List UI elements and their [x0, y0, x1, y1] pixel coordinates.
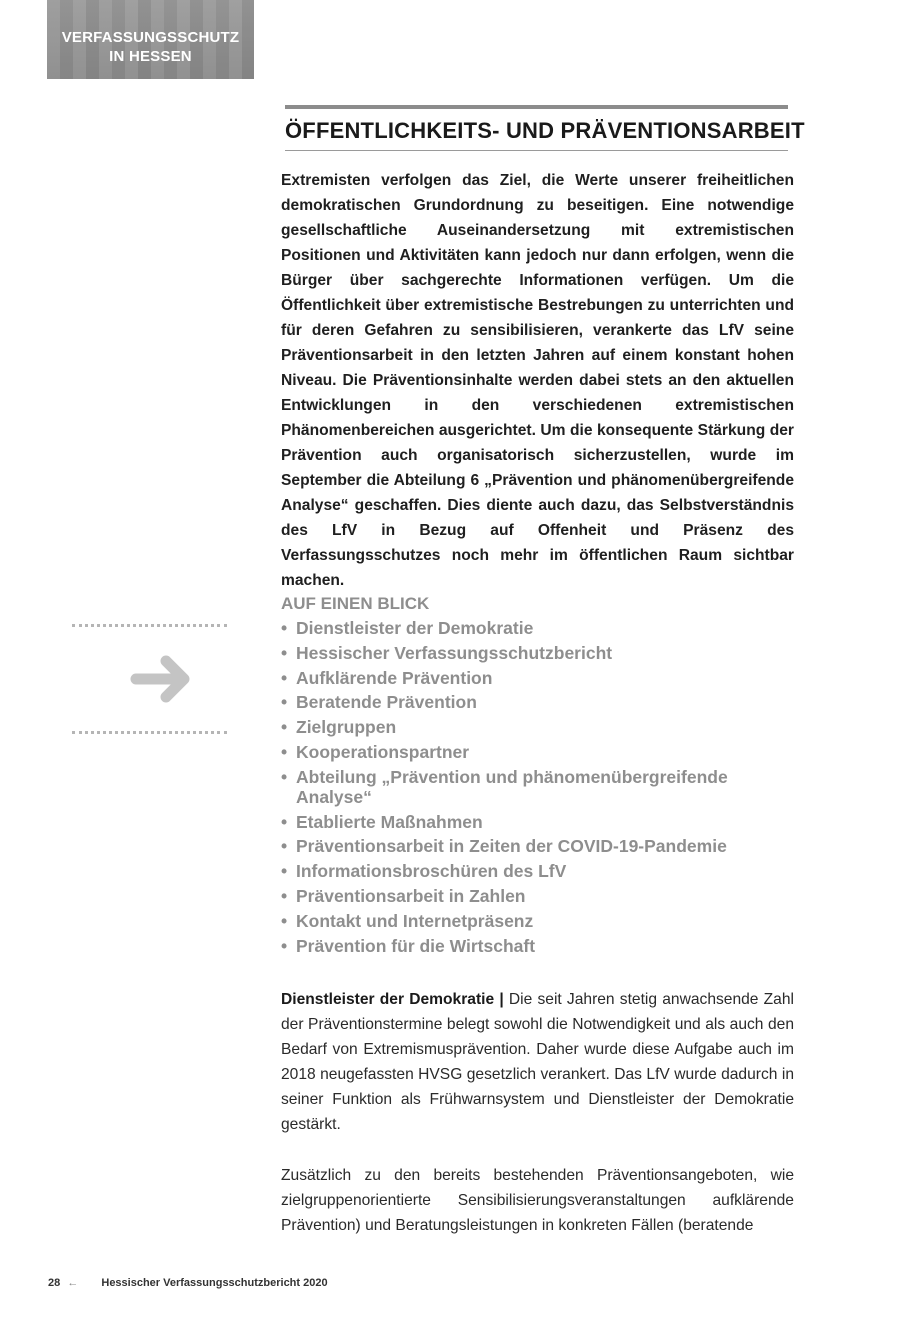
paragraph-text: Zusätzlich zu den bereits bestehenden Präventionsangeboten, wie zielgruppenorientierte Sensibilisierungsveranstaltungen aufklärende Prävention) und Beratungsleistungen in konkreten Fällen (beratende [281, 1167, 794, 1234]
list-item[interactable]: • Präventionsarbeit in Zeiten der COVID-19-Pandemie [281, 836, 801, 856]
at-a-glance-heading: AUF EINEN BLICK [281, 594, 430, 613]
badge-line-2: IN HESSEN [109, 48, 192, 65]
dotted-divider-top [72, 624, 227, 627]
list-item[interactable]: • Hessischer Verfassungsschutzbericht [281, 643, 801, 663]
paragraph-lead-in: Dienstleister der Demokratie | [281, 991, 504, 1008]
list-item[interactable]: • Informationsbroschüren des LfV [281, 861, 801, 881]
page-footer [48, 1277, 328, 1289]
list-item[interactable]: • Dienstleister der Demokratie [281, 618, 801, 638]
list-item[interactable]: • Zielgruppen [281, 717, 801, 737]
at-a-glance-box [281, 593, 801, 960]
back-arrow-icon[interactable]: ← [67, 1277, 79, 1289]
body-paragraph-2 [281, 1163, 794, 1238]
paragraph-text: Die seit Jahren stetig anwachsende Zahl der Präventionstermine belegt sowohl die Notwendigkeit und als auch den Bedarf von Extremismusprävention. Daher wurde diese Aufgabe auch im 2018 neugefassten HVSG gesetzlich verankert. Das LfV wurde dadurch in seiner Funktion als Frühwarnsystem und Dienstleister der Demokratie gestärkt. [281, 991, 794, 1133]
badge-line-1: VERFASSUNGSSCHUTZ [61, 29, 240, 46]
page-title: ÖFFENTLICHKEITS- UND PRÄVENTIONSARBEIT [285, 118, 805, 143]
page-number: 28 [48, 1277, 61, 1289]
list-item[interactable]: • Kooperationspartner [281, 742, 801, 762]
dotted-divider-bottom [72, 731, 227, 734]
list-item[interactable]: • Präventionsarbeit in Zahlen [281, 886, 801, 906]
section-badge [47, 0, 254, 79]
body-paragraph-1 [281, 987, 794, 1137]
list-item[interactable]: • Etablierte Maßnahmen [281, 812, 801, 832]
list-item[interactable]: • Prävention für die Wirtschaft [281, 936, 801, 956]
list-item[interactable]: • Kontakt und Internetpräsenz [281, 911, 801, 931]
publication-title: Hessischer Verfassungsschutzbericht 2020 [101, 1277, 328, 1289]
list-item[interactable]: • Beratende Prävention [281, 692, 801, 712]
list-item[interactable]: • Abteilung „Prävention und phänomenübergreifende Analyse“ [281, 767, 746, 807]
arrow-right-icon [130, 653, 194, 705]
section-title-block [285, 105, 805, 151]
lead-paragraph: Extremisten verfolgen das Ziel, die Werte unserer freiheitlichen demokratischen Grundordnung zu beseitigen. Eine notwendige gesellschaftliche Auseinandersetzung mit extremistischen Positionen und Aktivitäten kann jedoch nur dann erfolgen, wenn die Bürger über sachgerechte Informationen verfügen. Um die Öffentlichkeit über extremistische Bestrebungen zu unterrichten und für deren Gefahren zu sensibilisieren, verankerte das LfV seine Präventionsarbeit in den letzten Jahren auf einem konstant hohen Niveau. Die Präventionsinhalte werden dabei stets an den aktuellen Entwicklungen in den verschiedenen extremistischen Phänomenbereichen ausgerichtet. Um die konsequente Stärkung der Prävention auch organisatorisch sicherzustellen, wurde im September die Abteilung 6 „Prävention und phänomenübergreifende Analyse“ geschaffen. Dies diente auch dazu, das Selbstverständnis des LfV in Bezug auf Offenheit und Präsenz des Verfassungsschutzes noch mehr im öffentlichen Raum sichtbar machen. [281, 172, 794, 589]
list-item[interactable]: • Aufklärende Prävention [281, 668, 801, 688]
at-a-glance-list [281, 618, 801, 956]
